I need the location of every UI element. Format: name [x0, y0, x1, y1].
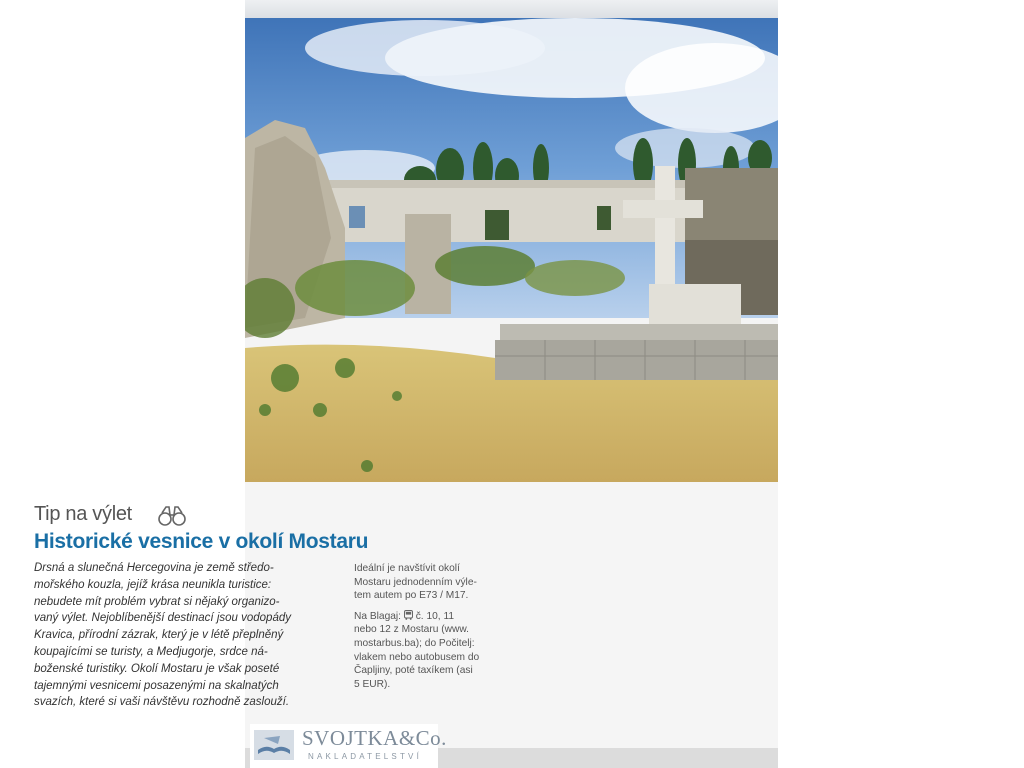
body-line: Drsná a slunečná Hercegovina je země středo- [34, 562, 274, 574]
body-line: nebudete mít problém vybrat si nějaký organizo- [34, 595, 280, 608]
body-line: svazích, které si vaši návštěvu rozhodně zaslouží. [34, 696, 290, 709]
body-line: mořského kouzla, jejíž krása neunikla turistice: [34, 578, 272, 591]
sidebar-line: Mostaru jednodenním výle- [354, 576, 477, 588]
body-line: koupajícími se turisty, a Medjugorje, srdce ná- [34, 645, 268, 658]
body-line: Kravica, přírodní zázrak, který je v létě přeplněný [34, 629, 284, 642]
body-line: tajemnými vesnicemi posazenými na skalnatých [34, 679, 279, 692]
sidebar-line: Čapljiny, poté taxíkem (asi [354, 665, 473, 677]
sidebar-bus-lines: č. 10, 11 [415, 610, 455, 622]
article-headline: Historické vesnice v okolí Mostaru [34, 530, 369, 553]
sidebar-line: vlakem nebo autobusem do [354, 651, 480, 663]
body-line: vaný výlet. Nejoblíbenější destinací jsou vodopády [34, 612, 291, 625]
body-line: boženské turistiky. Okolí Mostaru je však poseté [34, 662, 280, 675]
article-body [34, 560, 344, 711]
book-logo-icon [254, 730, 294, 760]
page-top-edge [245, 0, 778, 20]
travel-info-sidebar [354, 562, 504, 691]
sidebar-line: nebo 12 z Mostaru (www. [354, 624, 469, 636]
sidebar-line: Ideální je navštívit okolí [354, 563, 460, 574]
tip-label: Tip na výlet [34, 503, 132, 525]
sidebar-line: mostarbus.ba); do Počitelj: [354, 637, 475, 649]
publisher-logo [250, 724, 447, 768]
sidebar-line: 5 EUR). [354, 678, 391, 690]
binoculars-icon [157, 505, 187, 527]
sidebar-line [354, 610, 504, 624]
sidebar-line: tem autem po E73 / M17. [354, 590, 469, 602]
publisher-subtitle: NAKLADATELSTVÍ [308, 752, 423, 761]
publisher-name: SVOJTKA&Co. [302, 726, 447, 750]
sidebar-prefix: Na Blagaj: [354, 610, 402, 622]
ruins-photo [245, 18, 778, 482]
bus-icon [404, 610, 413, 620]
